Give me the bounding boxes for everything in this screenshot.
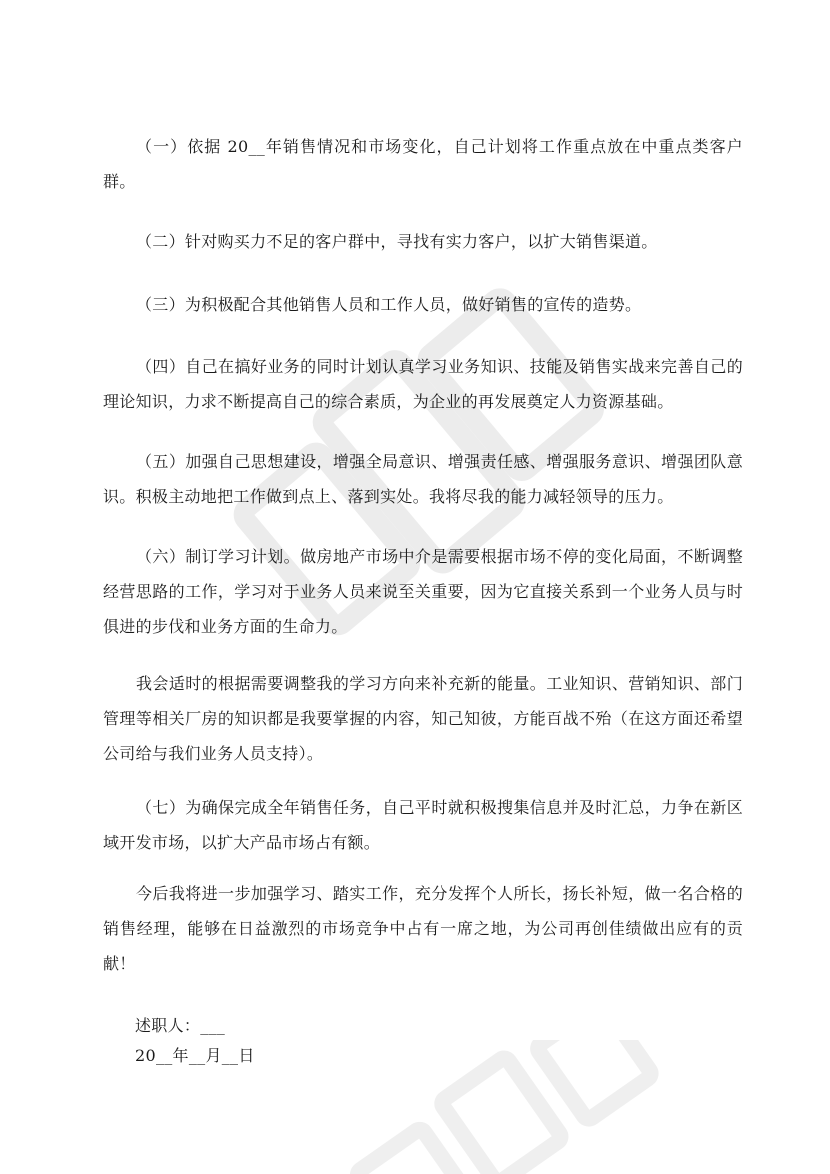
paragraph-4: （四）自己在搞好业务的同时计划认真学习业务知识、技能及销售实战来完善自己的理论知识，力求不断提高自己的综合素质，为企业的再发展奠定人力资源基础。	[103, 357, 743, 411]
paragraph-7: 我会适时的根据需要调整我的学习方向来补充新的能量。工业知识、营销知识、部门管理等相关厂房的知识都是我要掌握的内容，知己知彼，方能百战不殆（在这方面还希望公司给与我们业务人员支持）。	[103, 674, 743, 763]
paragraph-1: （一）依据 20__年销售情况和市场变化，自己计划将工作重点放在中重点类客户群。	[103, 137, 743, 191]
watermark-bottom-icon	[300, 1040, 660, 1174]
signature-reporter: 述职人：___	[135, 1016, 226, 1035]
signature-date: 20__年__月__日	[135, 1046, 255, 1065]
paragraph-2: （二）针对购买力不足的客户群中，寻找有实力客户，以扩大销售渠道。	[136, 232, 658, 251]
paragraph-9: 今后我将进一步加强学习、踏实工作，充分发挥个人所长，扬长补短，做一名合格的销售经理，能够在日益激烈的市场竞争中占有一席之地，为公司再创佳绩做出应有的贡献！	[103, 884, 743, 973]
paragraph-8: （七）为确保完成全年销售任务，自己平时就积极搜集信息并及时汇总，力争在新区域开发市场，以扩大产品市场占有额。	[103, 798, 743, 852]
paragraph-3: （三）为积极配合其他销售人员和工作人员，做好销售的宣传的造势。	[136, 295, 642, 314]
paragraph-5: （五）加强自己思想建设，增强全局意识、增强责任感、增强服务意识、增强团队意识。积极主动地把工作做到点上、落到实处。我将尽我的能力减轻领导的压力。	[103, 452, 743, 506]
paragraph-6: （六）制订学习计划。做房地产市场中介是需要根据市场不停的变化局面，不断调整经营思路的工作，学习对于业务人员来说至关重要，因为它直接关系到一个业务人员与时俱进的步伐和业务方面的生命力。	[103, 547, 743, 636]
